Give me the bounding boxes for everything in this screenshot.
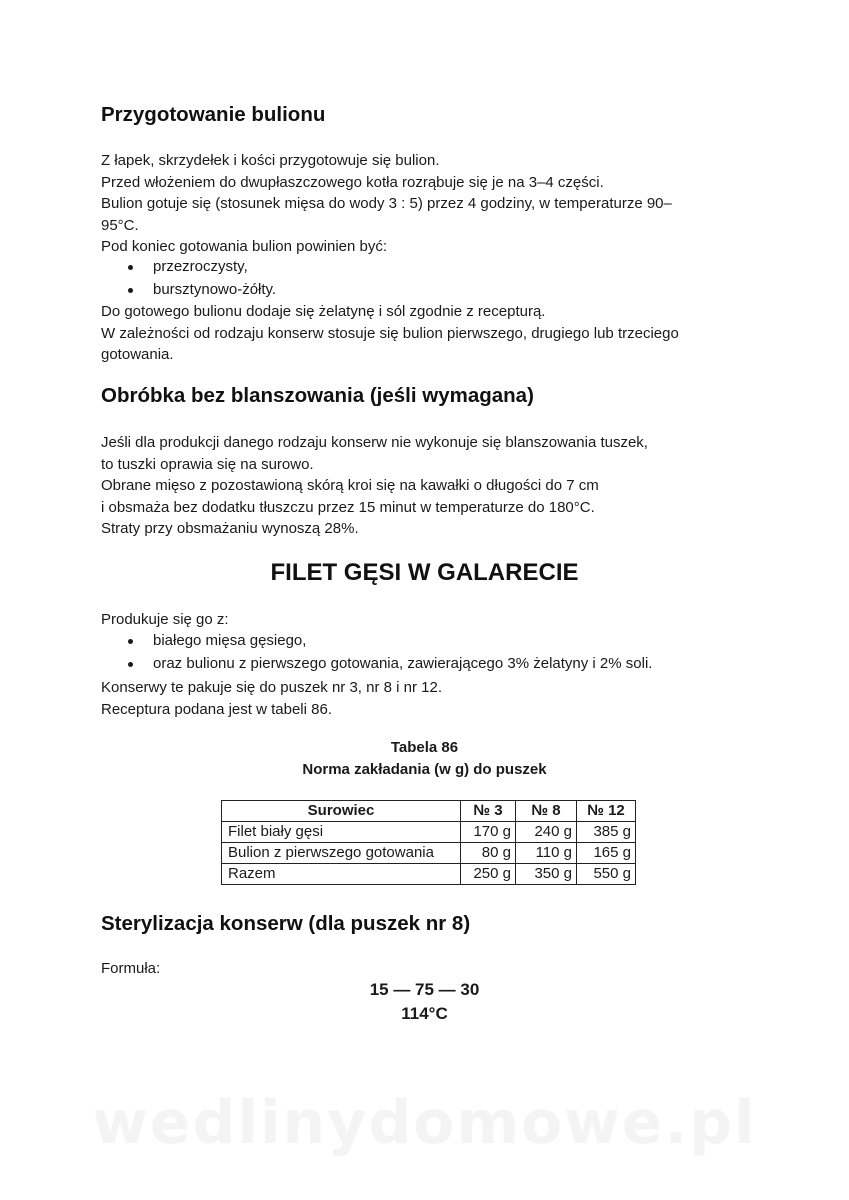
table-cell: Bulion z pierwszego gotowania [222,843,461,864]
table-cell: 80 g [461,843,516,864]
table-header-cell: № 12 [577,801,636,822]
text-line: Receptura podana jest w tabeli 86. [101,700,332,718]
no-blanching-paragraph [101,432,741,540]
table-cell: Filet biały gęsi [222,822,461,843]
broth-bullet-list [101,255,276,301]
table-cell: 385 g [577,822,636,843]
sterilization-temperature: 114°C [401,1004,448,1023]
fillet-intro [101,609,741,631]
table-row [222,822,636,843]
table-caption-number: Tabela 86 [390,739,459,756]
text-line: Pod koniec gotowania bulion powinien być: [101,238,388,256]
text-line: Produkuje się go z: [101,611,229,628]
norm-table [221,800,636,885]
broth-paragraph-after [101,301,741,366]
broth-paragraph [101,150,741,258]
text-line: W zależności od rodzaju konserw stosuje się bulion pierwszego, drugiego lub trzeciego [101,324,679,342]
text-line: Konserwy te pakuje się do puszek nr 3, nr 8 i nr 12. [101,679,443,696]
list-item: białego mięsa gęsiego, [101,629,652,652]
table-cell: 550 g [577,864,636,885]
table-header-cell: № 3 [461,801,516,822]
table-row [222,843,636,864]
text-line: Z łapek, skrzydełek i kości przygotowuje się bulion. [101,152,440,169]
text-line: Jeśli dla produkcji danego rodzaju konserw nie wykonuje się blanszowania tuszek, [101,434,648,451]
table-cell: 165 g [577,843,636,864]
text-line: to tuszki oprawia się na surowo. [101,455,314,473]
fillet-paragraph-after [101,677,741,720]
table-header-cell: № 8 [516,801,577,822]
list-item: bursztynowo-żółty. [101,278,276,301]
table-cell: 350 g [516,864,577,885]
table-cell: 240 g [516,822,577,843]
table-cell: 170 g [461,822,516,843]
section-heading-no-blanching: Obróbka bez blanszowania (jeśli wymagana) [101,384,534,407]
table-cell: Razem [222,864,461,885]
text-line: Przed włożeniem do dwupłaszczowego kotła rozrąbuje się je na 3–4 części. [101,173,604,191]
table-header-cell: Surowiec [222,801,461,822]
list-item: oraz bulionu z pierwszego gotowania, zawierającego 3% żelatyny i 2% soli. [101,652,652,675]
section-heading-sterilization: Sterylizacja konserw (dla puszek nr 8) [101,912,471,935]
text-line: Formuła: [101,960,161,977]
text-line: Obrane mięso z pozostawioną skórą kroi się na kawałki o długości do 7 cm [101,477,599,495]
text-line: Straty przy obsmażaniu wynoszą 28%. [101,520,359,538]
list-item: przezroczysty, [101,255,276,278]
table-cell: 110 g [516,843,577,864]
section-heading-broth: Przygotowanie bulionu [101,103,326,126]
text-line: 95°C. [101,216,139,234]
table-caption-title: Norma zakładania (w g) do puszek [302,761,547,778]
sterilization-formula: 15 — 75 — 30 [369,980,480,999]
watermark: wedlinydomowe.pl [92,1088,757,1158]
text-line: Bulion gotuje się (stosunek mięsa do wody 3 : 5) przez 4 godziny, w temperaturze 90– [101,195,672,213]
text-line: i obsmaża bez dodatku tłuszczu przez 15 minut w temperaturze do 180°C. [101,498,595,516]
main-title: FILET GĘSI W GALARECIE [270,559,579,586]
table-row [222,864,636,885]
table-header-row [222,801,636,822]
fillet-bullet-list [101,629,652,675]
table-cell: 250 g [461,864,516,885]
text-line: gotowania. [101,346,174,364]
formula-label [101,958,741,980]
text-line: Do gotowego bulionu dodaje się żelatynę i sól zgodnie z recepturą. [101,303,546,320]
